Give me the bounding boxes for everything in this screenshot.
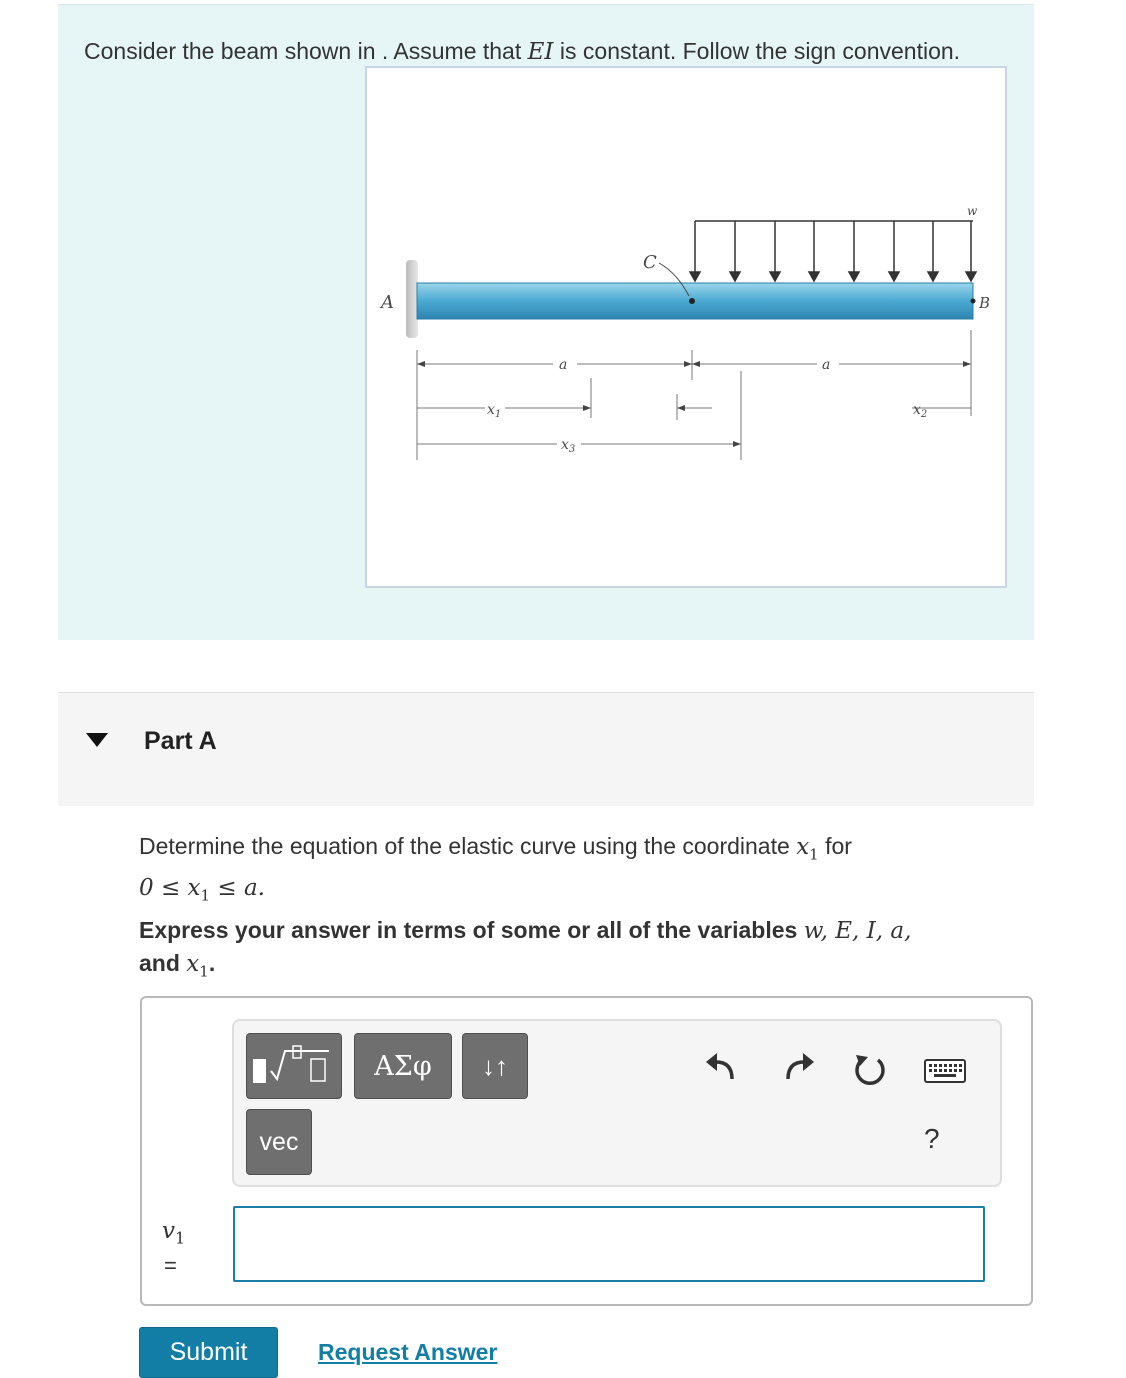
- subscript-superscript-button[interactable]: ↓↑: [462, 1033, 528, 1099]
- problem-statement-panel: [58, 4, 1034, 640]
- dimension-arrowheads: [417, 361, 971, 447]
- greek-symbols-button[interactable]: ΑΣφ: [354, 1033, 452, 1099]
- question-for: for: [818, 833, 852, 859]
- templates-icon: [249, 1041, 339, 1091]
- collapse-caret-icon[interactable]: [86, 733, 108, 747]
- part-a-header[interactable]: [58, 692, 1034, 806]
- redo-icon[interactable]: [782, 1051, 816, 1083]
- vector-button[interactable]: vec: [246, 1109, 312, 1175]
- label-b: B: [979, 294, 991, 312]
- instruction-and: and: [139, 950, 187, 976]
- point-b-marker: [971, 299, 976, 304]
- problem-statement: [84, 35, 984, 68]
- problem-text-start: Consider the beam shown in . Assume that: [84, 38, 528, 64]
- problem-variable-ei: EI: [527, 39, 554, 65]
- question-text: [139, 830, 1029, 911]
- submit-button[interactable]: Submit: [139, 1327, 278, 1378]
- instruction-text: [139, 914, 1039, 988]
- question-range: $0 \le x_1 \le a$.: [139, 874, 265, 905]
- equals-sign: =: [164, 1253, 177, 1278]
- label-x3: $x_3$: [561, 437, 576, 455]
- problem-text-end: is constant. Follow the sign convention.: [553, 38, 961, 64]
- instruction-var-x1: $x_1$: [186, 951, 209, 981]
- beam-figure: [365, 66, 1007, 588]
- label-dim-a-left: a: [559, 357, 568, 373]
- point-c-marker: [689, 298, 695, 304]
- label-x1: $x_1$: [487, 402, 502, 420]
- fixed-support-wall: [406, 260, 418, 338]
- label-dim-a-right: a: [822, 357, 831, 373]
- answer-input[interactable]: [233, 1206, 985, 1282]
- answer-box: [140, 996, 1033, 1306]
- keyboard-icon[interactable]: [924, 1059, 966, 1083]
- label-a: A: [381, 292, 394, 313]
- question-var-x1: $x_1$: [796, 834, 819, 864]
- instruction-end: .: [208, 950, 216, 976]
- label-c: C: [643, 252, 657, 273]
- templates-button[interactable]: [246, 1033, 342, 1099]
- undo-icon[interactable]: [704, 1051, 738, 1083]
- request-answer-link[interactable]: Request Answer: [318, 1339, 498, 1365]
- part-title: Part A: [144, 727, 217, 755]
- distributed-load-arrows: [690, 221, 976, 281]
- reset-icon[interactable]: [852, 1051, 888, 1087]
- label-x2: $x_2$: [913, 402, 928, 420]
- math-toolbar: [232, 1019, 1002, 1187]
- dimension-lines: [417, 330, 971, 460]
- answer-variable-label: $v_1$: [162, 1218, 186, 1248]
- instruction-vars: w, E, I, a,: [803, 918, 912, 944]
- label-w: w: [967, 204, 978, 218]
- instruction-start: Express your answer in terms of some or all of the variables: [139, 917, 804, 943]
- help-button[interactable]: ?: [924, 1123, 940, 1154]
- beam-diagram: [367, 68, 1005, 586]
- question-text-start: Determine the equation of the elastic curve using the coordinate: [139, 833, 797, 859]
